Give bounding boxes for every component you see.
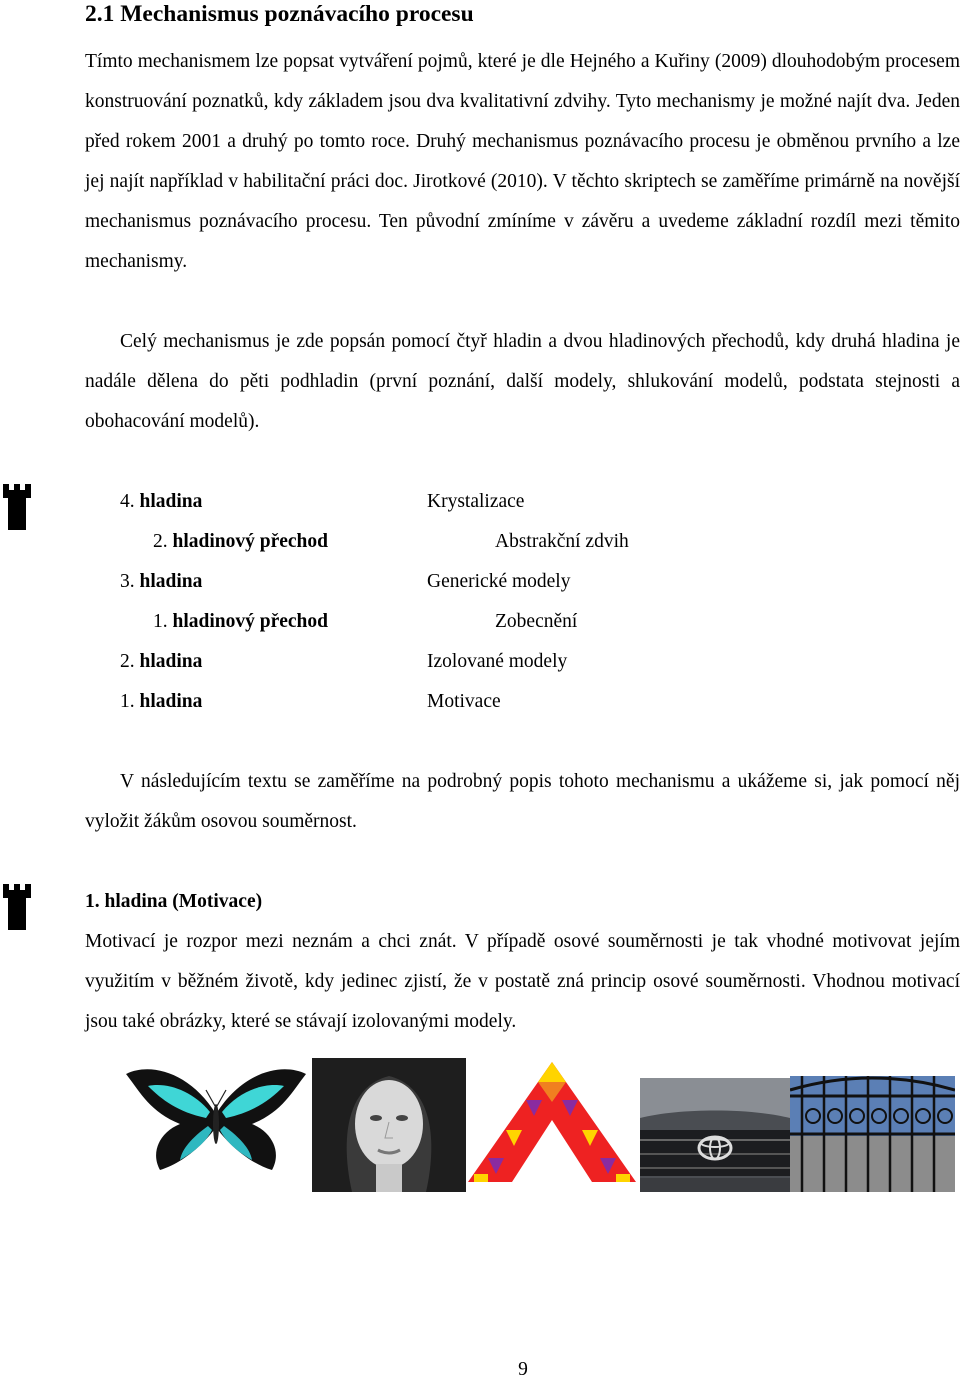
level-description: Izolované modely <box>427 651 568 672</box>
level-label: hladina <box>139 651 203 672</box>
level-number: 2. <box>120 651 135 672</box>
level-label: hladina <box>139 691 203 712</box>
level-label: hladina <box>139 571 203 592</box>
castle-tower-icon <box>3 484 31 530</box>
level-description: Krystalizace <box>427 491 525 512</box>
page-number: 9 <box>518 1359 528 1380</box>
level-number: 1. <box>153 611 168 632</box>
level-description: Abstrakční zdvih <box>495 531 629 552</box>
butterfly-image <box>120 1052 312 1192</box>
level-number: 1. <box>120 691 135 712</box>
paragraph-followup: V následujícím textu se zaměříme na podrobný popis tohoto mechanismu a ukážeme si, jak pomocí něj vyložit žákům osovou souměrnost. <box>85 771 960 832</box>
paragraph-mechanism: Celý mechanismus je zde popsán pomocí čtyř hladin a dvou hladinových přechodů, kdy druhá hladina je nadále dělena do pěti podhladin (první poznání, další modely, shlukování modelů, podstata stejnosti a obohacování modelů). <box>85 331 960 432</box>
car-grille-image <box>640 1078 790 1192</box>
level-number: 2. <box>153 531 168 552</box>
paragraph-motivation: Motivací je rozpor mezi neznám a chci znát. V případě osové souměrnosti je tak vhodné motivovat jejím využitím v běžném životě, kdy jedinec zjistí, že v postatě zná princip osové souměrnosti. Vhodnou motivací jsou také obrázky, které se stávají izolovanými modely. <box>85 931 960 1032</box>
level-description: Zobecnění <box>495 611 578 632</box>
level-label: hladina <box>139 491 203 512</box>
colored-triangle-figure <box>466 1058 638 1192</box>
level-description: Generické modely <box>427 571 571 592</box>
level-number: 4. <box>120 491 135 512</box>
face-image <box>312 1058 466 1192</box>
level-label: hladinový přechod <box>172 611 328 632</box>
level-label: hladinový přechod <box>172 531 328 552</box>
level-number: 3. <box>120 571 135 592</box>
window-grille-image <box>790 1076 955 1192</box>
paragraph-intro: Tímto mechanismem lze popsat vytváření pojmů, které je dle Hejného a Kuřiny (2009) dlouhodobým procesem konstruování poznatků, kdy základem jsou dva kvalitativní zdvihy. Tyto mechanismy je možné najít dva. Jeden před rokem 2001 a druhý po tomto roce. Druhý mechanismus poznávacího procesu je obměnou prvního a lze jej najít například v habilitační práci doc. Jirotkové (2010). V těchto skriptech se zaměříme primárně na novější mechanismus poznávacího procesu. Ten původní zmíníme v závěru a uvedeme základní rozdíl mezi těmito mechanismy. <box>85 51 960 272</box>
subheading: 1. hladina (Motivace) <box>85 891 263 912</box>
castle-tower-icon <box>3 884 31 930</box>
section-heading: 2.1 Mechanismus poznávacího procesu <box>85 1 474 27</box>
level-description: Motivace <box>427 691 501 712</box>
